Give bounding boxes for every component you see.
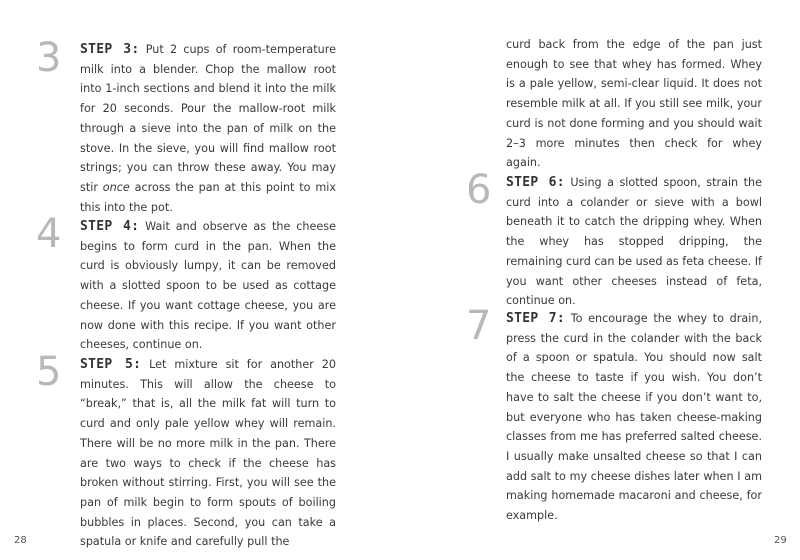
right-page [400,0,800,560]
step-number: 3 [36,35,62,81]
page-number: 28 [14,535,27,546]
step-label: STEP 4: [80,219,140,234]
step-number: 6 [466,167,492,213]
continuation-text: curd back from the edge of the pan just enough to see that whey has formed. Whey is a pale yellow, semi-clear liquid. It does not resemble milk at all. If you still see milk, your curd is not done forming and you should wait 2–3 more minutes then check for whey again. [506,38,762,170]
page-number: 29 [774,535,787,546]
step-label: STEP 7: [506,311,566,326]
step-label: STEP 3: [80,42,140,57]
step-label: STEP 5: [80,357,142,372]
step-number: 4 [36,211,62,257]
step-text: STEP 4: Wait and observe as the cheese begins to form curd in the pan. When the curd is obviously lumpy, it can be removed with a slotted spoon to be used as cottage cheese. If you want cottage cheese, you are now done with this recipe. If you want other cheeses, continue on. [80,219,336,352]
step-number: 5 [36,349,62,395]
step-text: STEP 7: To encourage the whey to drain, press the curd in the colander with the back of a spoon or spatula. You should now salt the cheese to taste if you wish. You don’t have to salt the cheese if you don’t want to, but everyone who has taken cheese-making classes from me has preferred salted cheese. I usually make unsalted cheese so that I can add salt to my cheese dishes later when I am making homemade macaroni and cheese, for example. [506,311,762,523]
step-text: STEP 5: Let mixture sit for another 20 minutes. This will allow the cheese to “break,” that is, all the milk fat will turn to curd and only pale yellow whey will remain. There will be no more milk in the pan. There are two ways to check if the cheese has broken without stirring. First, you will see the pan of milk begin to form spouts of boiling bubbles in places. Second, you can take a spatula or knife and carefully pull the [80,357,336,549]
step-label: STEP 6: [506,175,565,190]
step-number: 7 [466,303,492,349]
step-text: STEP 6: Using a slotted spoon, strain the curd into a colander or sieve with a bowl beneath it to catch the dripping whey. When the whey has stopped dripping, the remaining curd can be used as feta cheese. If you want other cheeses instead of feta, continue on. [506,175,762,308]
step-text: STEP 3: Put 2 cups of room-temperature milk into a blender. Chop the mallow root into 1-inch sections and blend it into the milk for 20 seconds. Pour the mallow-root milk through a sieve into the pan of milk on the stove. In the sieve, you will find mallow root strings; you can throw these away. You may stir once across the pan at this point to mix this into the pot. [80,42,337,214]
